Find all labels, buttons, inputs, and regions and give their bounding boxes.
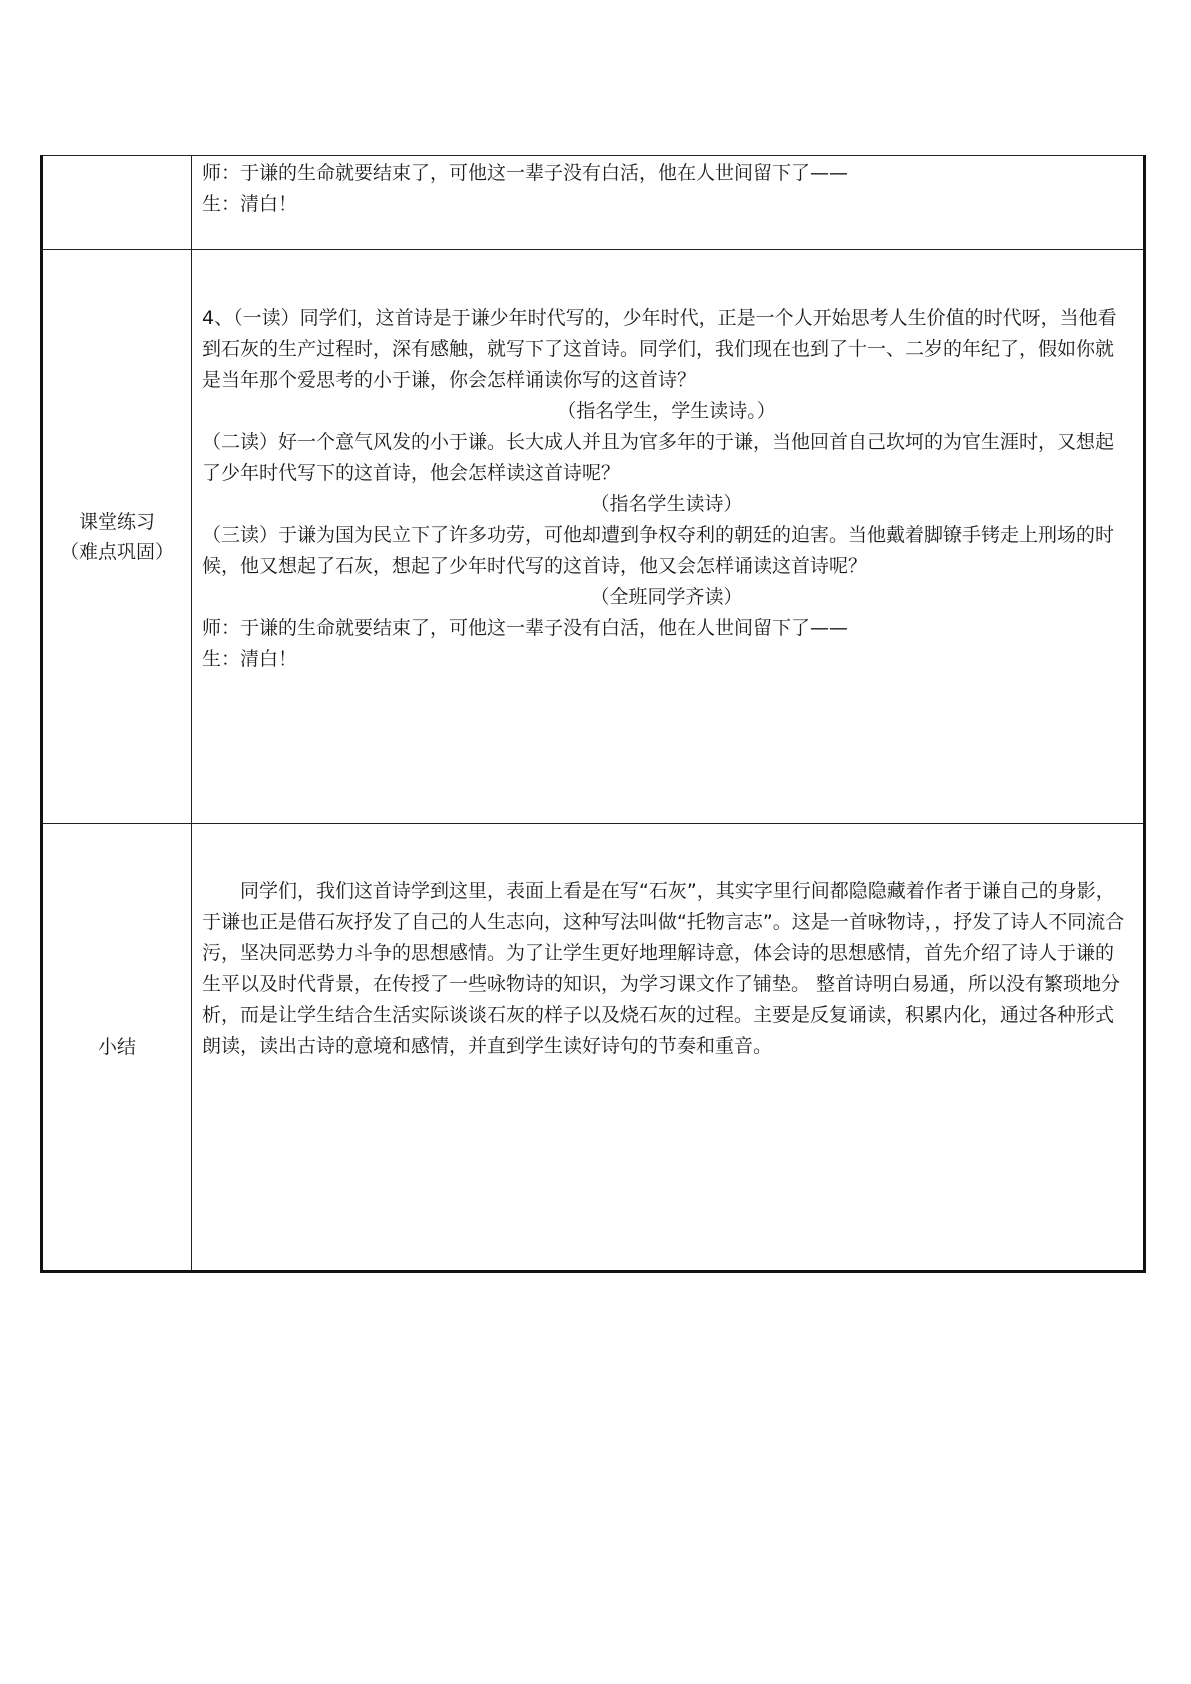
table-row-summary (42, 824, 1145, 1272)
row-label-summary (42, 824, 192, 1272)
row-content-classroom-practice (192, 250, 1145, 824)
row-label-classroom-practice (42, 250, 192, 824)
reading-three-instruction: （全班同学齐读） (590, 586, 743, 608)
reading-two-instruction: （指名学生读诗） (590, 493, 743, 515)
reading-one-instruction: （指名学生，学生读诗。） (557, 400, 776, 422)
row-content-continuation (192, 156, 1145, 250)
lesson-plan-table (40, 155, 1146, 1273)
table-row-classroom-practice (42, 250, 1145, 824)
row-label-empty (42, 156, 192, 250)
dialogue-student-line: 生：清白！ (202, 193, 298, 215)
dialogue-teacher-line: 师：于谦的生命就要结束了，可他这一辈子没有白活，他在人世间留下了—— (202, 617, 849, 639)
label-summary: 小结 (97, 1036, 136, 1058)
row-content-summary (192, 824, 1145, 1272)
reading-one-paragraph: 4、（一读）同学们，这首诗是于谦少年时代写的，少年时代，正是一个人开始思考人生价值的时代呀，当他看到石灰的生产过程时，深有感触，就写下了这首诗。同学们，我们现在也到了十一、二岁的年纪了，假如你就是当年那个爱思考的小于谦，你会怎样诵读你写的这首诗？ (202, 307, 1117, 391)
dialogue-teacher-line: 师：于谦的生命就要结束了，可他这一辈子没有白活，他在人世间留下了—— (202, 162, 849, 184)
label-difficulty-consolidation: （难点巩固） (59, 540, 174, 563)
summary-paragraph: 同学们，我们这首诗学到这里，表面上看是在写“石灰”，其实字里行间都隐隐藏着作者于谦自己的身影，于谦也正是借石灰抒发了自己的人生志向，这种写法叫做“托物言志”。这是一首咏物诗，，抒发了诗人不同流合污，坚决同恶势力斗争的思想感情。为了让学生更好地理解诗意，体会诗的思想感情，首先介绍了诗人于谦的生平以及时代背景，在传授了一些咏物诗的知识，为学习课文作了铺垫。 整首诗明白易通，所以没有繁琐地分析，而是让学生结合生活实际谈谈石灰的样子以及烧石灰的过程。主要是反复诵读，积累内化，通过各种形式朗读，读出古诗的意境和感情，并直到学生读好诗句的节奏和重音。 (202, 880, 1125, 1057)
reading-two-paragraph: （二读）好一个意气风发的小于谦。长大成人并且为官多年的于谦，当他回首自己坎坷的为官生涯时，又想起了少年时代写下的这首诗，他会怎样读这首诗呢？ (202, 431, 1115, 484)
reading-three-paragraph: （三读）于谦为国为民立下了许多功劳，可他却遭到争权夺利的朝廷的迫害。当他戴着脚镣手铐走上刑场的时候，他又想起了石灰，想起了少年时代写的这首诗，他又会怎样诵读这首诗呢？ (202, 524, 1115, 577)
dialogue-student-line: 生：清白！ (202, 648, 298, 670)
table-row-continuation (42, 156, 1145, 250)
label-classroom-practice: 课堂练习 (78, 510, 155, 533)
